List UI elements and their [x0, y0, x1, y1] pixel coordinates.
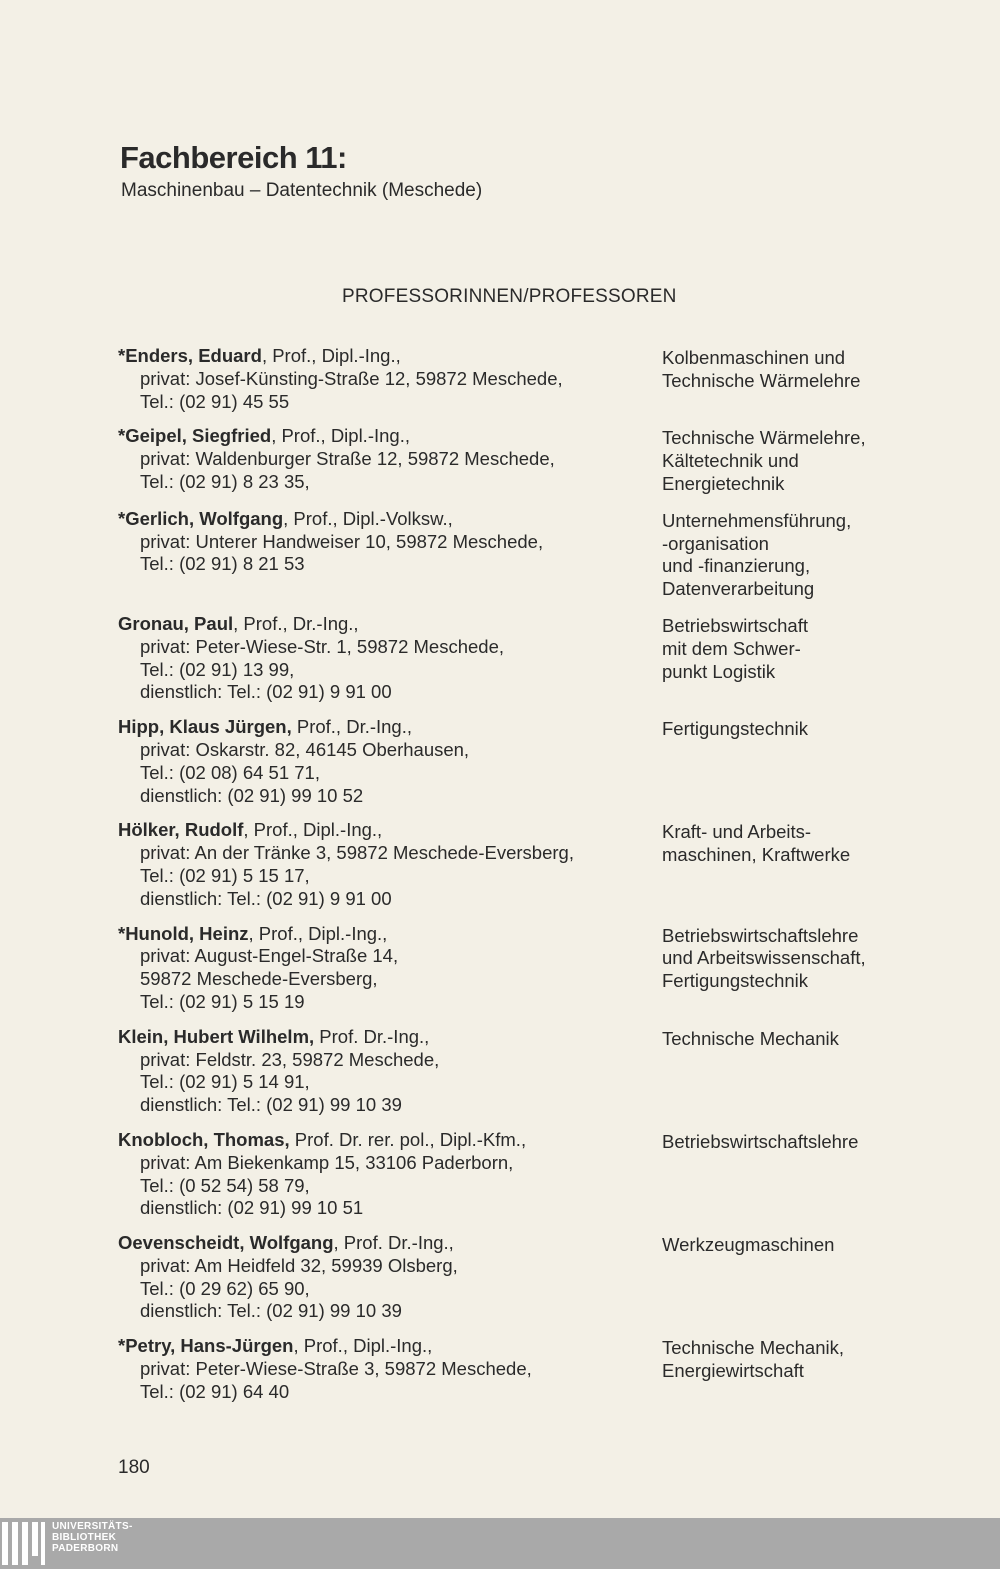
staff-entry [118, 1335, 918, 1403]
staff-name: Knobloch, Thomas, [118, 1128, 290, 1150]
staff-details [118, 613, 658, 704]
subject-line: -organisation [662, 532, 769, 554]
staff-contact-line: dienstlich: Tel.: (02 91) 9 91 00 [140, 681, 392, 703]
staff-entry [118, 508, 918, 601]
staff-contact-line: Tel.: (02 91) 45 55 [140, 390, 290, 412]
staff-entry [118, 1026, 918, 1117]
staff-entry [118, 819, 918, 910]
subject-line: Fertigungstechnik [662, 718, 809, 740]
subject-line: Energietechnik [662, 472, 785, 494]
staff-details [118, 819, 658, 910]
subject-line: punkt Logistik [662, 660, 776, 682]
staff-subject [662, 508, 912, 601]
staff-details [118, 1335, 658, 1403]
subject-line: Kraft- und Arbeits- [662, 821, 812, 843]
subject-line: Technische Mechanik [662, 1027, 839, 1049]
staff-contact-line: dienstlich: (02 91) 99 10 52 [140, 784, 364, 806]
staff-title: , Prof., Dr.-Ing., [233, 612, 359, 634]
subject-line: und Arbeitswissenschaft, [662, 947, 866, 969]
staff-name: *Petry, Hans-Jürgen [118, 1335, 294, 1357]
page-subtitle: Maschinenbau – Datentechnik (Meschede) [121, 180, 483, 201]
subject-line: maschinen, Kraftwerke [662, 844, 851, 866]
staff-contact-line: privat: Peter-Wiese-Str. 1, 59872 Meschede, [140, 635, 505, 657]
staff-subject [662, 1129, 912, 1154]
staff-contact-line: Tel.: (02 91) 5 15 17, [140, 864, 310, 886]
subject-line: Unternehmensführung, [662, 509, 852, 531]
staff-name-line [118, 1232, 658, 1255]
staff-entry [118, 1129, 918, 1220]
staff-name-line [118, 508, 658, 531]
subject-line: Betriebswirtschaftslehre [662, 924, 859, 946]
staff-contact-line: dienstlich: Tel.: (02 91) 99 10 39 [140, 1300, 402, 1322]
staff-details [118, 923, 658, 1014]
staff-contact-line: Tel.: (02 91) 13 99, [140, 658, 295, 680]
subject-line: Fertigungstechnik [662, 970, 809, 992]
staff-contact-line: privat: An der Tränke 3, 59872 Meschede-Eversberg, [140, 842, 574, 864]
staff-title: Prof. Dr.-Ing., [314, 1025, 430, 1047]
subject-line: Technische Wärmelehre, [662, 427, 866, 449]
staff-subject [662, 1232, 912, 1257]
staff-subject [662, 345, 912, 393]
subject-line: Kältetechnik und [662, 450, 799, 472]
subject-line: mit dem Schwer- [662, 637, 801, 659]
staff-contact-line: dienstlich: Tel.: (02 91) 9 91 00 [140, 887, 392, 909]
logo-line: BIBLIOTHEK [52, 1532, 117, 1543]
staff-details [118, 425, 658, 493]
staff-contact-line: dienstlich: (02 91) 99 10 51 [140, 1197, 364, 1219]
staff-contact-line: privat: August-Engel-Straße 14, [140, 945, 399, 967]
staff-entry [118, 345, 918, 413]
staff-title: Prof., Dr.-Ing., [291, 716, 413, 738]
staff-name: Oevenscheidt, Wolfgang [118, 1232, 334, 1254]
staff-contact-line: Tel.: (0 52 54) 58 79, [140, 1174, 310, 1196]
library-logo-text [52, 1521, 133, 1554]
staff-name: *Gerlich, Wolfgang [118, 507, 284, 529]
staff-contact-line: privat: Feldstr. 23, 59872 Meschede, [140, 1048, 440, 1070]
logo-line: PADERBORN [52, 1543, 119, 1554]
staff-name: Gronau, Paul [118, 612, 234, 634]
staff-name: Hölker, Rudolf [118, 819, 244, 841]
staff-contact-line: privat: Unterer Handweiser 10, 59872 Meschede, [140, 530, 544, 552]
staff-contact-line: privat: Peter-Wiese-Straße 3, 59872 Meschede, [140, 1358, 532, 1380]
staff-contact-line: Tel.: (02 91) 8 21 53 [140, 553, 305, 575]
subject-line: Betriebswirtschaft [662, 614, 808, 636]
staff-name-line [118, 1026, 658, 1049]
staff-details [118, 508, 658, 576]
subject-line: Kolbenmaschinen und [662, 347, 846, 368]
subject-line: Technische Mechanik, [662, 1337, 845, 1359]
staff-subject [662, 613, 912, 683]
staff-title: , Prof., Dipl.-Ing., [271, 425, 410, 447]
staff-details [118, 345, 658, 413]
page-title: Fachbereich 11: [120, 140, 347, 175]
library-footer-bar [0, 1518, 1000, 1569]
staff-details [118, 716, 658, 807]
staff-title: , Prof., Dipl.-Volksw., [283, 507, 453, 529]
subject-line: Werkzeugmaschinen [662, 1234, 835, 1256]
staff-title: Prof. Dr. rer. pol., Dipl.-Kfm., [289, 1128, 527, 1150]
staff-subject [662, 923, 912, 993]
library-logo-icon [0, 1522, 48, 1565]
staff-contact-line: privat: Oskarstr. 82, 46145 Oberhausen, [140, 738, 470, 760]
staff-contact-line: Tel.: (02 91) 5 14 91, [140, 1071, 310, 1093]
subject-line: Technische Wärmelehre [662, 369, 861, 391]
staff-contact-line: dienstlich: Tel.: (02 91) 99 10 39 [140, 1094, 402, 1116]
staff-contact-line: Tel.: (02 91) 64 40 [140, 1380, 290, 1402]
staff-subject [662, 1335, 912, 1383]
staff-title: , Prof., Dipl.-Ing., [261, 345, 401, 366]
staff-name-line [118, 716, 658, 739]
staff-name: *Enders, Eduard [118, 345, 262, 366]
staff-name-line [118, 1335, 658, 1358]
staff-contact-line: Tel.: (02 91) 5 15 19 [140, 990, 305, 1012]
logo-line: UNIVERSITÄTS- [52, 1521, 133, 1532]
staff-name: Hipp, Klaus Jürgen, [118, 716, 292, 738]
subject-line: Datenverarbeitung [662, 578, 815, 600]
page-number: 180 [118, 1457, 150, 1478]
staff-title: , Prof., Dipl.-Ing., [243, 819, 383, 841]
staff-name-line [118, 1129, 658, 1152]
staff-name: *Geipel, Siegfried [118, 425, 272, 447]
staff-contact-line: Tel.: (0 29 62) 65 90, [140, 1277, 310, 1299]
staff-subject [662, 425, 912, 495]
staff-contact-line: Tel.: (02 91) 8 23 35, [140, 470, 310, 492]
subject-line: Energiewirtschaft [662, 1360, 804, 1382]
section-heading: PROFESSORINNEN/PROFESSOREN [342, 286, 677, 307]
staff-contact-line: privat: Josef-Künsting-Straße 12, 59872 Meschede, [140, 367, 563, 389]
staff-title: , Prof., Dipl.-Ing., [248, 922, 388, 944]
staff-title: , Prof. Dr.-Ing., [333, 1232, 454, 1254]
staff-details [118, 1232, 658, 1323]
staff-name-line [118, 613, 658, 636]
staff-contact-line: privat: Waldenburger Straße 12, 59872 Meschede, [140, 448, 555, 470]
staff-name: *Hunold, Heinz [118, 922, 249, 944]
staff-entry [118, 923, 918, 1014]
staff-details [118, 1129, 658, 1220]
staff-contact-line: privat: Am Heidfeld 32, 59939 Olsberg, [140, 1254, 458, 1276]
staff-name-line [118, 923, 658, 946]
staff-contact-line: privat: Am Biekenkamp 15, 33106 Paderborn, [140, 1151, 514, 1173]
staff-name-line [118, 819, 658, 842]
staff-entry [118, 716, 918, 807]
staff-entry [118, 613, 918, 704]
staff-list [118, 345, 918, 1416]
staff-entry [118, 425, 918, 495]
staff-subject [662, 716, 912, 741]
subject-line: und -finanzierung, [662, 555, 811, 577]
staff-entry [118, 1232, 918, 1323]
staff-subject [662, 819, 912, 867]
staff-name-line [118, 425, 658, 448]
staff-name-line [118, 345, 658, 368]
staff-title: , Prof., Dipl.-Ing., [293, 1335, 433, 1357]
staff-details [118, 1026, 658, 1117]
staff-contact-line: 59872 Meschede-Eversberg, [140, 968, 378, 990]
staff-contact-line: Tel.: (02 08) 64 51 71, [140, 761, 320, 783]
subject-line: Betriebswirtschaftslehre [662, 1130, 859, 1152]
staff-name: Klein, Hubert Wilhelm, [118, 1025, 315, 1047]
staff-subject [662, 1026, 912, 1051]
